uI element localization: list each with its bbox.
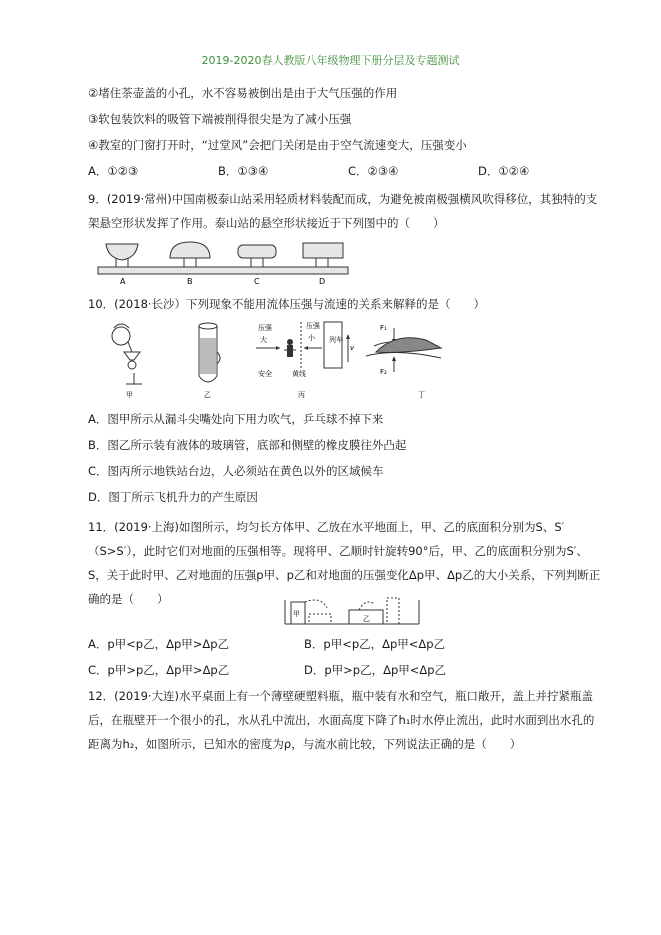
page-header: 2019-2020春人教版八年级物理下册分层及专题测试 [201, 54, 460, 67]
q11-option-d: D．p甲>p乙，Δp甲<Δp乙 [304, 663, 447, 677]
q10-v: v [350, 344, 355, 352]
q8-option-c: C．②③④ [348, 164, 399, 178]
q10-huangxian: 黄线 [292, 370, 306, 378]
q10-da: 大 [260, 336, 267, 344]
q10-lieche: 列车 [329, 336, 343, 344]
q11-options-row-2 [88, 662, 520, 678]
q9-label-a: A [120, 277, 126, 286]
q11-option-b: B．p甲<p乙，Δp甲<Δp乙 [304, 637, 446, 651]
q10-yaqiang-left: 压强 [258, 324, 272, 332]
q9-text: 9．(2019·常州)中国南极泰山站采用轻质材料装配而成，为避免被南极强横风吹得移位，其独特的支架悬空形状发挥了作用。泰山站的悬空形状接近于下列图中的（ ） [88, 192, 598, 230]
q12-text: 12．(2019·大连)水平桌面上有一个薄壁硬塑料瓶，瓶中装有水和空气，瓶口敞开，盖上并拧紧瓶盖后，在瓶壁开一个很小的孔，水从孔中流出，水面高度下降了h₁时水停止流出，此时水面到出水孔的距离为h₂，如图所示，已知水的密度为ρ，与流水前比较，下列说法正确的是（ ） [88, 689, 595, 751]
q11-figure [283, 594, 423, 628]
q11-options-row-1 [88, 636, 520, 652]
q10-fig-ding [366, 324, 441, 398]
q9-label-c: C [254, 277, 260, 286]
q10-fig-yi [199, 323, 220, 398]
q11-option-a: A．p甲<p乙，Δp甲>Δp乙 [88, 637, 230, 651]
q8-options [88, 163, 608, 179]
q10-fig-jia [112, 324, 142, 398]
q8-statement-4: ④教室的门窗打开时，“过堂风”会把门关闭是由于空气流速变大，压强变小 [88, 138, 467, 152]
q10-xiao: 小 [308, 334, 315, 342]
q10-f1: F₁ [380, 324, 387, 332]
q8-statement-3: ③软包装饮料的吸管下端被削得很尖是为了减小压强 [88, 112, 352, 126]
q10-label-jia: 甲 [126, 391, 133, 398]
q8-option-b: B．①③④ [218, 164, 269, 178]
q9-label-b: B [187, 277, 193, 286]
q10-label-bing: 丙 [298, 391, 305, 398]
q10-option-b: B．图乙所示装有液体的玻璃管，底部和侧壁的橡皮膜往外凸起 [88, 438, 407, 452]
q8-statement-2: ②堵住茶壶盖的小孔，水不容易被倒出是由于大气压强的作用 [88, 86, 398, 100]
q9-label-d: D [319, 277, 326, 286]
q11-option-c: C．p甲>p乙，Δp甲>Δp乙 [88, 663, 230, 677]
q11-text: 11．(2019·上海)如图所示，均匀长方体甲、乙放在水平地面上，甲、乙的底面积分别为S、S′（S>S′），此时它们对地面的压强相等。现将甲、乙顺时针旋转90°后，甲、乙的底面积分别为S′、S，关于此时甲、乙对地面的压强p甲、p乙和对地面的压强变化Δp甲、Δp乙的大小关系，下列判断正确的是（ ） [88, 520, 601, 606]
q10-option-c: C．图丙所示地铁站台边，人必须站在黄色以外的区域候车 [88, 464, 384, 478]
q11-label-jia: 甲 [293, 610, 300, 618]
q10-f2: F₂ [380, 368, 387, 376]
q8-option-d: D．①②④ [478, 164, 530, 178]
q10-label-ding: 丁 [418, 391, 425, 398]
q11-label-yi: 乙 [363, 615, 370, 623]
q10-label-yi: 乙 [204, 391, 211, 398]
q8-option-a: A．①②③ [88, 164, 139, 178]
q10-fig-bing [256, 321, 355, 398]
q10-anquan: 安全 [258, 370, 272, 378]
q10-yaqiang-right: 压强 [306, 322, 320, 330]
q10-option-a: A．图甲所示从漏斗尖嘴处向下用力吹气，乒乓球不掉下来 [88, 412, 384, 426]
q10-option-d: D．图丁所示飞机升力的产生原因 [88, 490, 258, 504]
q10-figure [96, 318, 476, 398]
q9-figure [96, 240, 352, 286]
q10-text: 10．(2018·长沙）下列现象不能用流体压强与流速的关系来解释的是（ ） [88, 297, 486, 311]
